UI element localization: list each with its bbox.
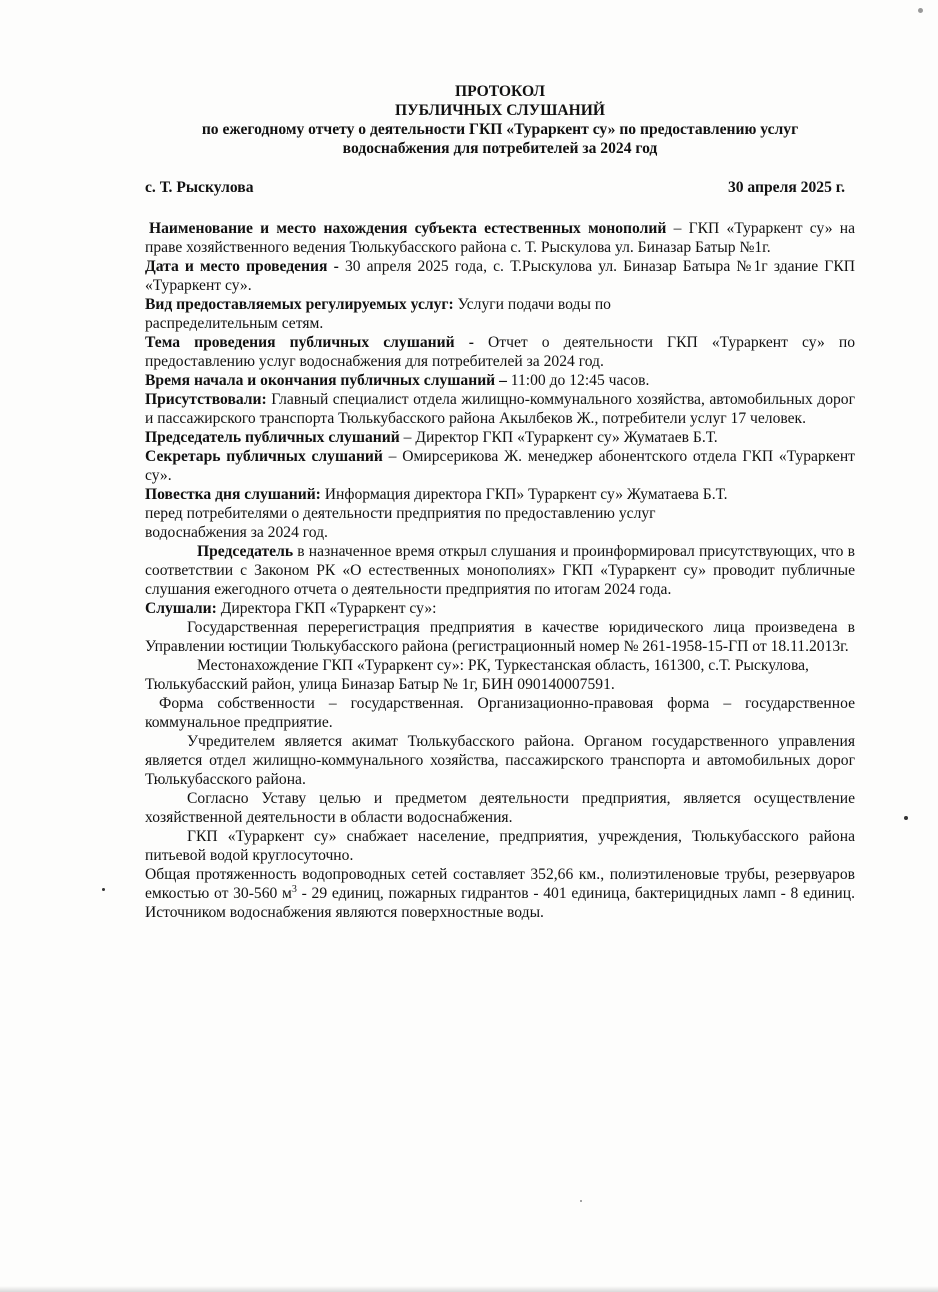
document-subtitle: по ежегодному отчету о деятельности ГКП «Тураркент су» по предоставлению услуг: [201, 121, 799, 138]
section-topic: [145, 333, 855, 371]
place: с. Т. Рыскулова: [145, 179, 254, 196]
scan-speck: [580, 1200, 582, 1202]
scan-speck: [904, 816, 908, 820]
section-text: – Директор ГКП «Тураркент су» Жуматаев Б.Т.: [399, 429, 718, 446]
section-opening: [145, 542, 855, 599]
section-label: Тема проведения публичных слушаний -: [145, 334, 474, 351]
section-label: Слушали:: [145, 600, 217, 617]
section-text: Отчет о деятельности ГКП «Тураркент су» по предоставлению услуг водоснабжения для потребителей за 2024 год.: [145, 334, 855, 370]
report-paragraph: Форма собственности – государственная. Организационно-правовая форма – государственное коммунальное предприятие.: [145, 695, 855, 731]
section-text: Информация директора ГКП» Тураркент су» Жуматаева Б.Т. перед потребителями о деятельности предприятия по предоставлению услуг водоснабжения за 2024 год.: [145, 486, 728, 541]
section-date: [145, 257, 855, 295]
report-paragraph: Государственная перерегистрация предприятия в качестве юридического лица произведена в Управлении юстиции Тюлькубасского района (регистрационный номер № 261-1958-15-ГП от 18.11.2013г.: [145, 619, 855, 655]
section-label: Секретарь публичных слушаний: [145, 448, 383, 465]
report-paragraph: Местонахождение ГКП «Тураркент су»: РК, Туркестанская область, 161300, с.Т. Рыскулова, Тюлькубасский район, улица Биназар Батыр № 1г, БИН 090140007591.: [145, 657, 809, 693]
superscript: 3: [291, 883, 297, 895]
section-secretary: [145, 447, 855, 485]
report-text: - 29 единиц, пожарных гидрантов - 401 единица, бактерицидных ламп - 8 единиц. Источником водоснабжения являются поверхностные воды.: [145, 885, 855, 921]
section-label: Вид предоставляемых регулируемых услуг:: [145, 296, 454, 313]
report-paragraph: Согласно Уставу целью и предметом деятельности предприятия, является осуществление хозяйственной деятельности в области водоснабжения.: [145, 790, 855, 826]
section-label: Председатель публичных слушаний: [145, 429, 400, 446]
scan-edge: [0, 1286, 938, 1292]
section-time: [145, 371, 855, 390]
section-label: Присутствовали:: [145, 391, 267, 408]
section-text: – ГКП «Тураркент су» на праве хозяйственного ведения Тюлькубасского района с. Т. Рыскулова ул. Биназар Батыр №1г.: [145, 220, 855, 256]
section-text: Директора ГКП «Тураркент су»:: [216, 600, 437, 617]
section-text: Услуги подачи воды по распределительным сетям.: [145, 296, 611, 332]
scan-speck: [918, 8, 923, 13]
section-name: [145, 219, 855, 257]
date: 30 апреля 2025 г.: [727, 179, 845, 196]
report-paragraph: [145, 865, 855, 922]
report-paragraph: Учредителем является акимат Тюлькубасского района. Органом государственного управления является отдел жилищно-коммунального хозяйства, пассажирского транспорта и автомобильных дорог Тюлькубасского района.: [145, 733, 855, 788]
document-subtitle-second: водоснабжения для потребителей за 2024 год: [342, 140, 658, 157]
document-title: ПРОТОКОЛ: [455, 83, 545, 100]
place-date-row: [145, 178, 855, 197]
section-chair: [145, 428, 855, 447]
section-label: Наименование и место нахождения субъекта естественных монополий: [149, 220, 667, 237]
section-present: [145, 390, 855, 428]
section-agenda: [145, 485, 745, 542]
section-label: Председатель: [197, 543, 294, 560]
section-services: [145, 295, 705, 333]
section-label: Повестка дня слушаний:: [145, 486, 321, 503]
document-title-second: ПУБЛИЧНЫХ СЛУШАНИЙ: [395, 102, 605, 119]
section-text: 11:00 до 12:45 часов.: [506, 372, 650, 389]
report-text: Общая протяженность водопроводных сетей составляет 352,66 км., полиэтиленовые трубы, резервуаров емкостью от 30-560 м: [145, 866, 855, 902]
section-label: Дата и место проведения -: [145, 258, 339, 275]
section-text: 30 апреля 2025 года, с. Т.Рыскулова ул. Биназар Батыра №1г здание ГКП «Тураркент су».: [145, 258, 855, 294]
section-text: в назначенное время открыл слушания и проинформировал присутствующих, что в соответствии с Законом РК «О естественных монополиях» ГКП «Тураркент су» проводит публичные слушания ежегодного отчета о деятельности предприятия по итогам 2024 года.: [145, 543, 855, 598]
section-heard: [145, 599, 855, 618]
section-text: – Омирсерикова Ж. менеджер абонентского отдела ГКП «Тураркент су».: [145, 448, 855, 484]
section-text: Главный специалист отдела жилищно-коммунального хозяйства, автомобильных дорог и пассажирского транспорта Тюлькубасского района Акылбеков Ж., потребители услуг 17 человек.: [145, 391, 855, 427]
title-block: [137, 82, 863, 158]
scan-speck: [102, 888, 105, 891]
section-label: Время начала и окончания публичных слушаний –: [145, 372, 507, 389]
report-paragraph: ГКП «Тураркент су» снабжает население, предприятия, учреждения, Тюлькубасского района питьевой водой круглосуточно.: [145, 828, 855, 864]
protocol-content: [145, 82, 855, 922]
